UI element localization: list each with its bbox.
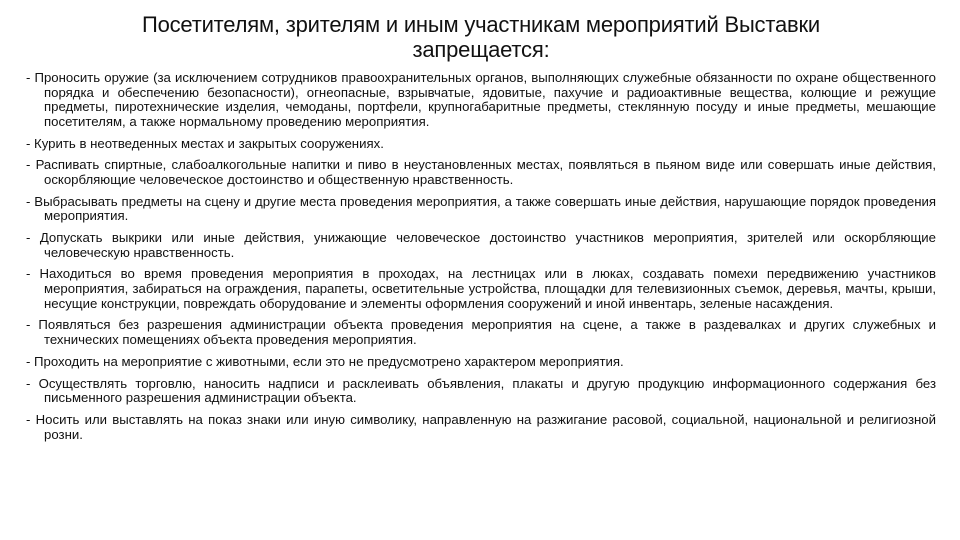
prohibition-item: - Проходить на мероприятие с животными, если это не предусмотрено характером мероприятия. <box>26 353 624 369</box>
slide-title: Посетителям, зрителям и иным участникам мероприятий Выставки запрещается: <box>141 12 821 62</box>
prohibition-item: - Выбрасывать предметы на сцену и другие места проведения мероприятия, а также совершать иные действия, нарушающие порядок проведения мероприятия. <box>26 193 936 224</box>
prohibition-item: - Носить или выставлять на показ знаки или иную символику, направленную на разжигание расовой, социальной, национальной и религиозной розни. <box>26 411 936 442</box>
prohibition-item: - Появляться без разрешения администрации объекта проведения мероприятия на сцене, а также в раздевалках и других служебных и технических помещениях объекта проведения мероприятия. <box>26 317 936 348</box>
prohibitions-list <box>26 71 936 442</box>
prohibition-item: - Распивать спиртные, слабоалкогольные напитки и пиво в неустановленных местах, появляться в пьяном виде или совершать иные действия, оскорбляющие человеческое достоинство и общественную нравственность. <box>26 157 936 187</box>
prohibition-item: - Осуществлять торговлю, наносить надписи и расклеивать объявления, плакаты и другую продукцию информационного содержания без письменного разрешения администрации объекта. <box>26 375 936 406</box>
prohibition-item: - Допускать выкрики или иные действия, унижающие человеческое достоинство участников мероприятия, зрителей или оскорбляющие человеческую нравственность. <box>26 230 936 260</box>
prohibition-item: - Находиться во время проведения мероприятия в проходах, на лестницах или в люках, создавать помехи передвижению участников мероприятия, забираться на ограждения, парапеты, осветительные устройства, площадки для телевизионных съемок, деревья, мачты, крыши, несущие конструкции, повреждать оборудование и элементы оформления сооружений и иной инвентарь, зеленые насаждения. <box>26 266 936 311</box>
prohibition-item: - Проносить оружие (за исключением сотрудников правоохранительных органов, выполняющих служебные обязанности по охране общественного порядка и обеспечению безопасности), огнеопасные, взрывчатые, ядовитые, пахучие и радиоактивные вещества, колющие и режущие предметы, пиротехнические изделия, чемоданы, портфели, крупногабаритные предметы, стеклянную посуду и иные предметы, мешающие посетителям, а также нормальному проведению мероприятия. <box>26 70 936 129</box>
prohibition-item: - Курить в неотведенных местах и закрытых сооружениях. <box>26 135 384 151</box>
